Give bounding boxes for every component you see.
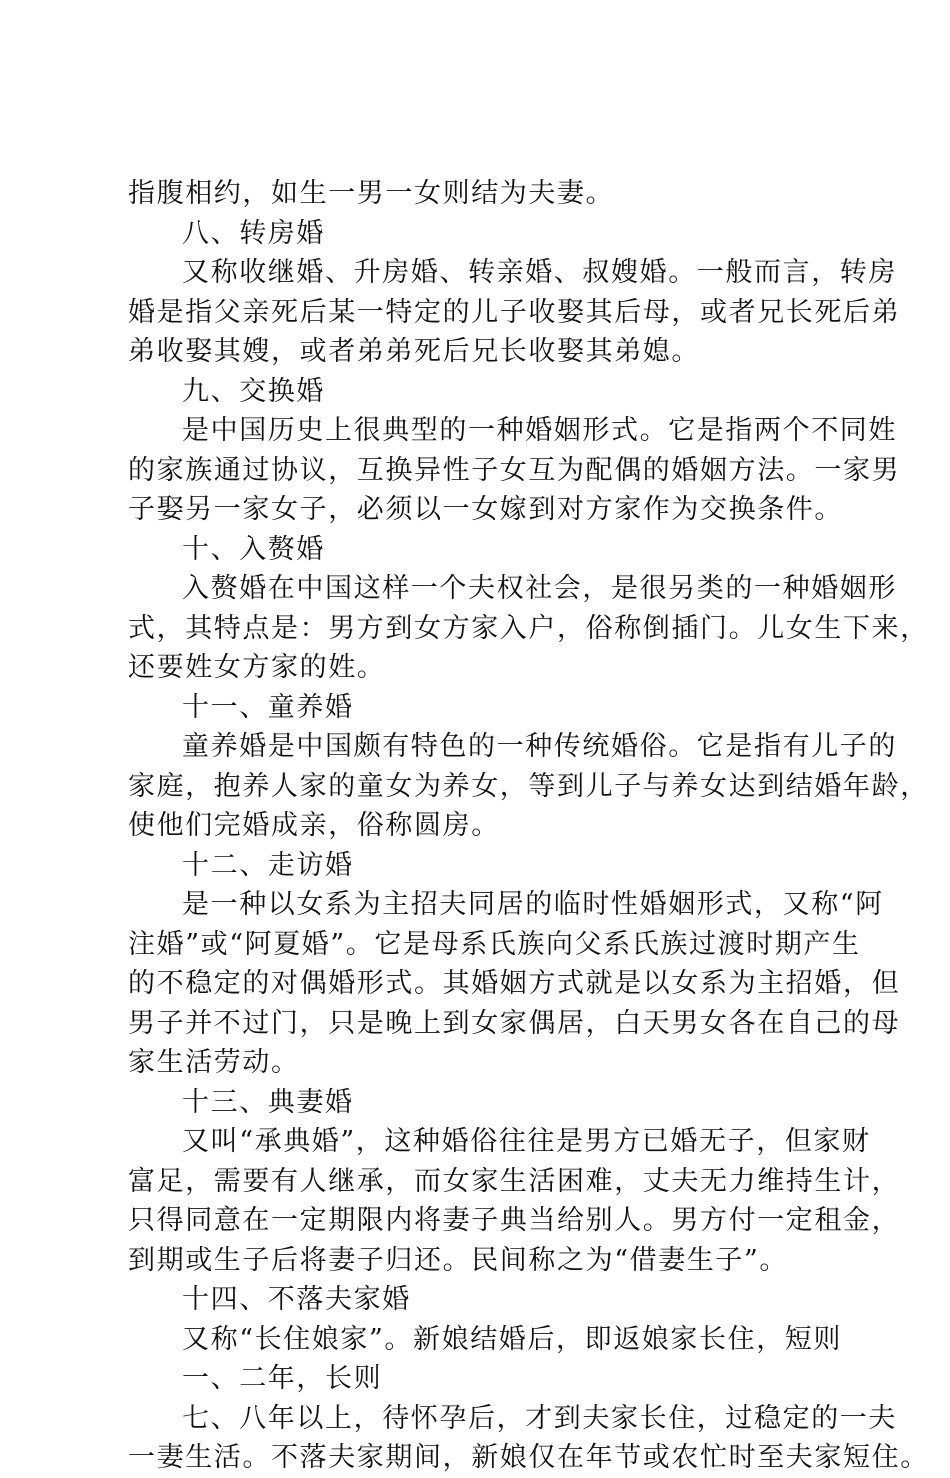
document-line: 弟收娶其嫂，或者弟弟死后兄长收娶其弟媳。 (128, 336, 700, 367)
document-line: 又称“长住娘家”。新娘结婚后，即返娘家长住，短则 (182, 1323, 843, 1355)
document-line: 使他们完婚成亲，俗称圆房。 (128, 810, 500, 841)
document-line: 一、二年，长则 (182, 1363, 383, 1394)
document-line: 男子并不过门，只是晚上到女家偶居，白天男女各在自己的母 (128, 1007, 901, 1039)
document-line: 式，其特点是：男方到女方家入户，俗称倒插门。儿女生下来， (128, 612, 929, 644)
document-line: 还要姓女方家的姓。 (128, 652, 386, 683)
document-line: 入赘婚在中国这样一个夫权社会，是很另类的一种婚姻形 (182, 573, 897, 604)
document-line: 注婚”或“阿夏婚”。它是母系氏族向父系氏族过渡时期产生 (128, 928, 861, 960)
document-line: 的家族通过协议，互换异性子女互为配偶的婚姻方法。一家男 (128, 454, 901, 486)
document-line: 七、八年以上，待怀孕后，才到夫家长住，过稳定的一夫 (182, 1402, 897, 1434)
document-line: 是中国历史上很典型的一种婚姻形式。它是指两个不同姓 (182, 415, 897, 446)
document-line: 又叫“承典婚”，这种婚俗往往是男方已婚无子，但家财 (182, 1126, 871, 1157)
document-line: 十三、典妻婚 (182, 1086, 354, 1118)
document-line: 子娶另一家女子，必须以一女嫁到对方家作为交换条件。 (128, 494, 843, 525)
document-line: 富足，需要有人继承，而女家生活困难，丈夫无力维持生计， (128, 1165, 901, 1197)
document-line: 只得同意在一定期限内将妻子典当给别人。男方付一定租金， (128, 1205, 901, 1236)
document-line: 的不稳定的对偶婚形式。其婚姻方式就是以女系为主招婚，但 (128, 968, 901, 999)
document-line: 童养婚是中国颇有特色的一种传统婚俗。它是指有儿子的 (182, 731, 897, 762)
document-line: 家庭，抱养人家的童女为养女，等到儿子与养女达到结婚年龄， (128, 770, 929, 802)
document-line: 九、交换婚 (182, 375, 325, 407)
document-line: 八、转房婚 (182, 217, 325, 249)
document-line: 到期或生子后将妻子归还。民间称之为“借妻生子”。 (128, 1244, 789, 1276)
document-line: 是一种以女系为主招夫同居的临时性婚姻形式，又称“阿 (182, 889, 884, 920)
document-line: 十一、童养婚 (182, 691, 354, 723)
document-line: 指腹相约，如生一男一女则结为夫妻。 (128, 178, 615, 209)
document-line: 十四、不落夫家婚 (182, 1284, 411, 1315)
document-line: 又称收继婚、升房婚、转亲婚、叔嫂婚。一般而言，转房 (182, 257, 897, 288)
document-line: 十二、走访婚 (182, 849, 354, 881)
document-line: 一妻生活。不落夫家期间，新娘仅在年节或农忙时至夫家短住。 (128, 1442, 929, 1473)
document-line: 婚是指父亲死后某一特定的儿子收娶其后母，或者兄长死后弟 (128, 296, 901, 328)
document-line: 十、入赘婚 (182, 533, 325, 565)
document-body (128, 174, 929, 1478)
document-line: 家生活劳动。 (128, 1047, 300, 1078)
